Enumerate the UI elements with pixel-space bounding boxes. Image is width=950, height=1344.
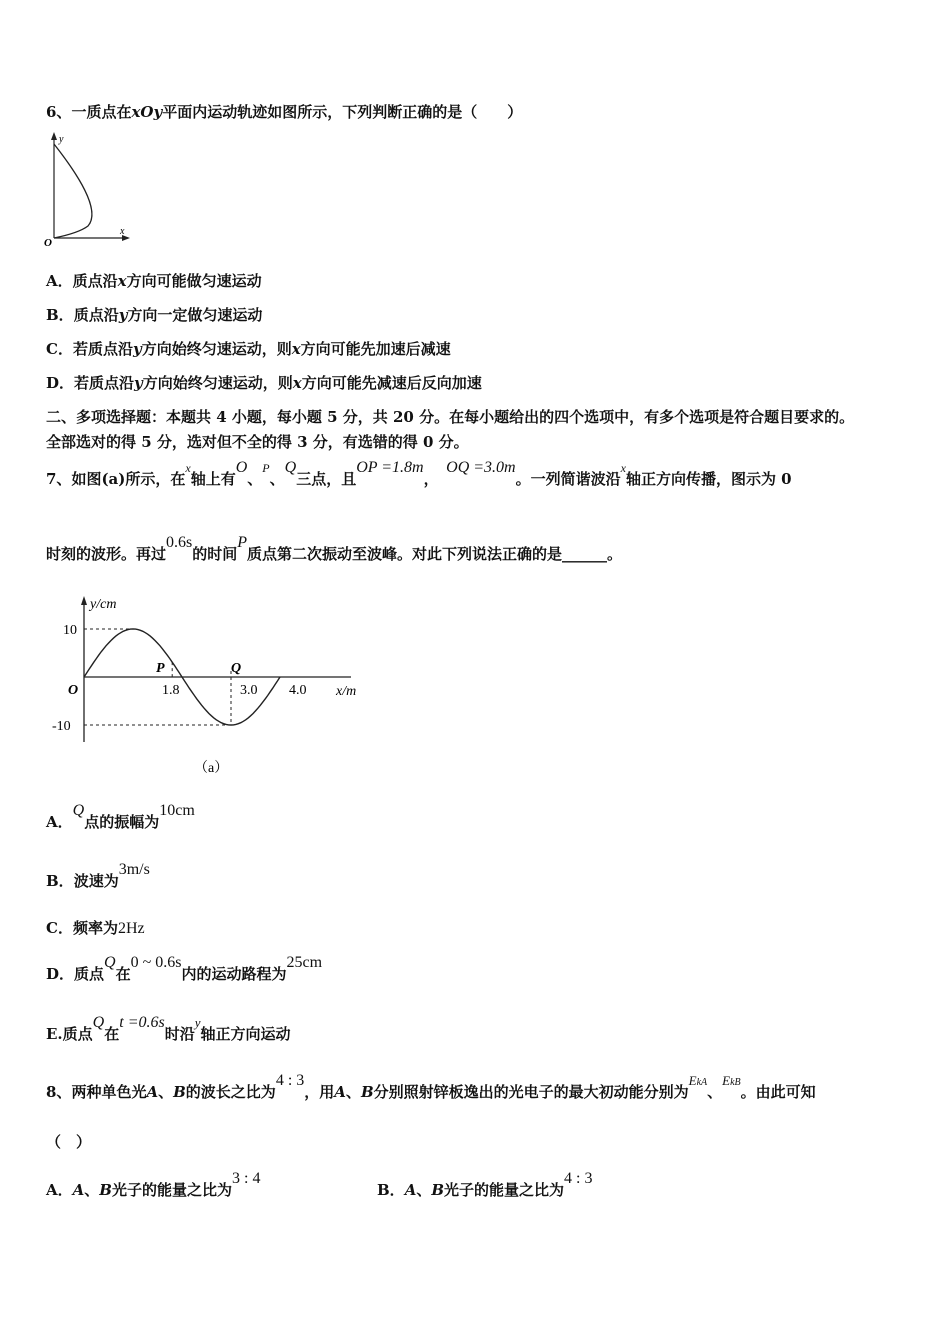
q6-stem: 6、一质点在xOy平面内运动轨迹如图所示，下列判断正确的是（ ）	[46, 103, 523, 121]
q6-trajectory-figure	[40, 130, 140, 250]
q7-option-b[interactable]: B．波速为3m/s	[46, 861, 150, 890]
q6-option-b[interactable]: B．质点沿y方向一定做匀速运动	[46, 306, 263, 324]
q8-paren: （ ）	[46, 1133, 92, 1151]
q6-option-a[interactable]: A．质点沿x方向可能做匀速运动	[46, 272, 262, 290]
chart-xtick-4.0: 4.0	[289, 683, 307, 698]
chart-label-Q: Q	[231, 661, 242, 676]
q6-y-arrow	[51, 132, 57, 140]
chart-ytick-10: 10	[63, 623, 77, 638]
q7-wave-chart	[46, 592, 376, 782]
q7-stem-line2: 时刻的波形。再过0.6s的时间P质点第二次振动至波峰。对此下列说法正确的是______。	[46, 534, 623, 563]
q6-y-label: y	[59, 134, 64, 145]
chart-label-P: P	[156, 661, 165, 676]
chart-xtick-3.0: 3.0	[240, 683, 258, 698]
q6-origin-label: O	[44, 237, 52, 249]
q6-option-c[interactable]: C．若质点沿y方向始终匀速运动，则x方向可能先加速后减速	[46, 340, 451, 358]
chart-origin: O	[68, 683, 79, 698]
chart-xtick-1.8: 1.8	[162, 683, 180, 698]
section2-line2: 全部选对的得 5 分，选对但不全的得 3 分，有选错的得 0 分。	[46, 433, 469, 451]
q6-option-d[interactable]: D．若质点沿y方向始终匀速运动，则x方向可能先减速后反向加速	[46, 374, 482, 392]
q7-stem-line1: 7、如图(a)所示，在$^x$轴上有O、$^P$、Q三点，且OP =1.8m， OQ =3.0m。一列简谐波沿$^x$轴正方向传播，图示为 0	[46, 459, 792, 488]
chart-xlabel: x/m	[336, 684, 357, 699]
q7-option-e[interactable]: E.质点Q在t =0.6s时沿y轴正方向运动	[46, 1014, 291, 1043]
q8-option-a[interactable]: A．A、B光子的能量之比为3 : 4	[46, 1170, 261, 1199]
section2-line1: 二、多项选择题：本题共 4 小题，每小题 5 分，共 20 分。在每小题给出的四个选项中，有多个选项是符合题目要求的。	[46, 408, 855, 426]
chart-caption: （a）	[194, 761, 229, 776]
q6-x-label: x	[120, 226, 125, 237]
q8-option-b[interactable]: B．A、B光子的能量之比为4 : 3	[377, 1170, 593, 1199]
q7-option-d[interactable]: D．质点Q在0 ~ 0.6s内的运动路程为25cm	[46, 954, 323, 983]
q7-option-c[interactable]: C．频率为2Hz	[46, 919, 145, 937]
q6-trajectory-curve	[54, 144, 92, 238]
q7-option-a[interactable]: A．Q点的振幅为10cm	[46, 802, 195, 831]
chart-ytick-neg10: -10	[52, 719, 71, 734]
chart-ylabel: y/cm	[90, 597, 117, 612]
chart-y-arrow	[81, 596, 87, 605]
q8-stem: 8、两种单色光A、B的波长之比为4 : 3，用A、B分别照射锌板逸出的光电子的最大初动能分别为EkA、EkB。由此可知	[46, 1072, 816, 1101]
